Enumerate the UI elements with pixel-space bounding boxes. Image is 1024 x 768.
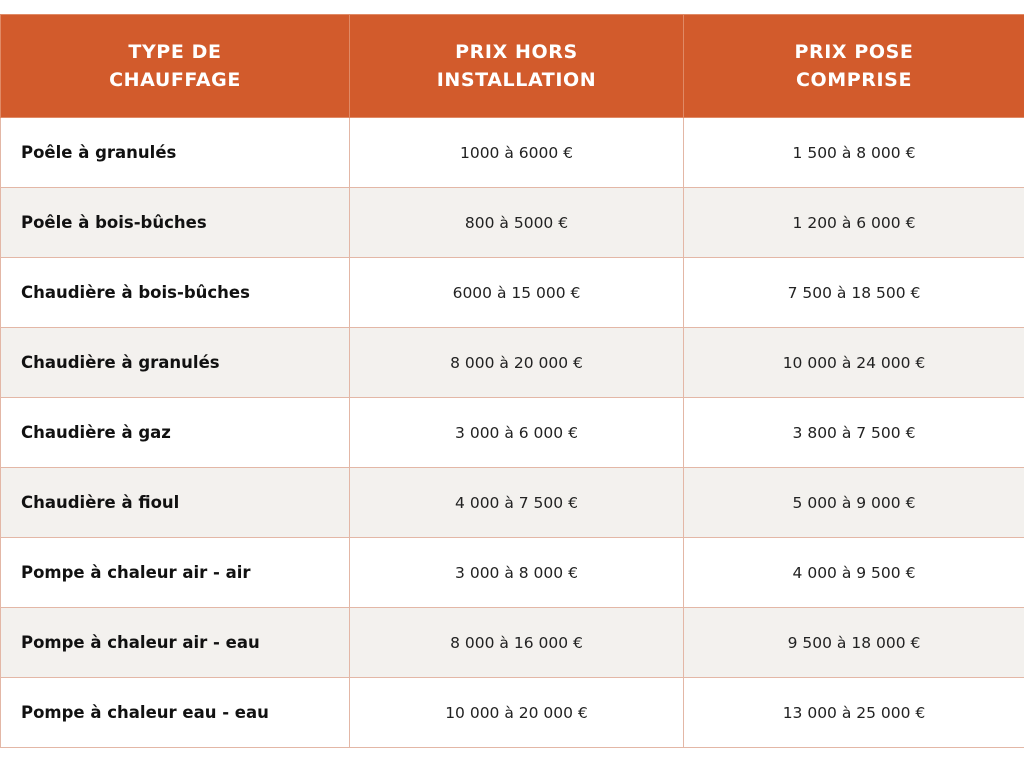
table-row: [1, 398, 1024, 468]
heating-type-cell: Chaudière à fioul: [1, 468, 350, 538]
table-row: [1, 118, 1024, 188]
price-without-installation-cell: 6000 à 15 000 €: [350, 258, 684, 328]
price-without-installation-cell: 4 000 à 7 500 €: [350, 468, 684, 538]
price-without-installation-cell: 8 000 à 20 000 €: [350, 328, 684, 398]
price-without-installation-cell: 800 à 5000 €: [350, 188, 684, 258]
heating-price-table: [0, 14, 1024, 748]
price-without-installation-cell: 3 000 à 6 000 €: [350, 398, 684, 468]
price-without-installation-cell: 10 000 à 20 000 €: [350, 678, 684, 748]
price-installed-cell: 10 000 à 24 000 €: [684, 328, 1024, 398]
table-row: [1, 328, 1024, 398]
price-installed-cell: 3 800 à 7 500 €: [684, 398, 1024, 468]
price-installed-cell: 5 000 à 9 000 €: [684, 468, 1024, 538]
price-installed-cell: 4 000 à 9 500 €: [684, 538, 1024, 608]
price-without-installation-cell: 3 000 à 8 000 €: [350, 538, 684, 608]
heating-type-cell: Chaudière à bois-bûches: [1, 258, 350, 328]
heating-type-cell: Poêle à bois-bûches: [1, 188, 350, 258]
heating-type-cell: Chaudière à granulés: [1, 328, 350, 398]
heating-type-cell: Poêle à granulés: [1, 118, 350, 188]
price-installed-cell: 7 500 à 18 500 €: [684, 258, 1024, 328]
header-price-installed: [684, 15, 1024, 118]
table-row: [1, 258, 1024, 328]
heating-type-cell: Pompe à chaleur eau - eau: [1, 678, 350, 748]
price-installed-cell: 9 500 à 18 000 €: [684, 608, 1024, 678]
header-price-without-installation: [350, 15, 684, 118]
header-heating-type: [1, 15, 350, 118]
table-row: [1, 468, 1024, 538]
price-installed-cell: 1 200 à 6 000 €: [684, 188, 1024, 258]
table-body: [1, 118, 1024, 748]
heating-type-cell: Pompe à chaleur air - eau: [1, 608, 350, 678]
header-price-installed-label: PRIX POSE COMPRISE: [794, 41, 914, 91]
price-installed-cell: 1 500 à 8 000 €: [684, 118, 1024, 188]
price-without-installation-cell: 8 000 à 16 000 €: [350, 608, 684, 678]
heating-type-cell: Pompe à chaleur air - air: [1, 538, 350, 608]
table-row: [1, 678, 1024, 748]
table-row: [1, 188, 1024, 258]
header-heating-type-label: TYPE DE CHAUFFAGE: [109, 41, 241, 91]
header-row: [1, 15, 1024, 118]
price-without-installation-cell: 1000 à 6000 €: [350, 118, 684, 188]
heating-type-cell: Chaudière à gaz: [1, 398, 350, 468]
price-installed-cell: 13 000 à 25 000 €: [684, 678, 1024, 748]
header-price-without-installation-label: PRIX HORS INSTALLATION: [436, 41, 597, 91]
table-row: [1, 608, 1024, 678]
table-header: [1, 15, 1024, 118]
table-row: [1, 538, 1024, 608]
